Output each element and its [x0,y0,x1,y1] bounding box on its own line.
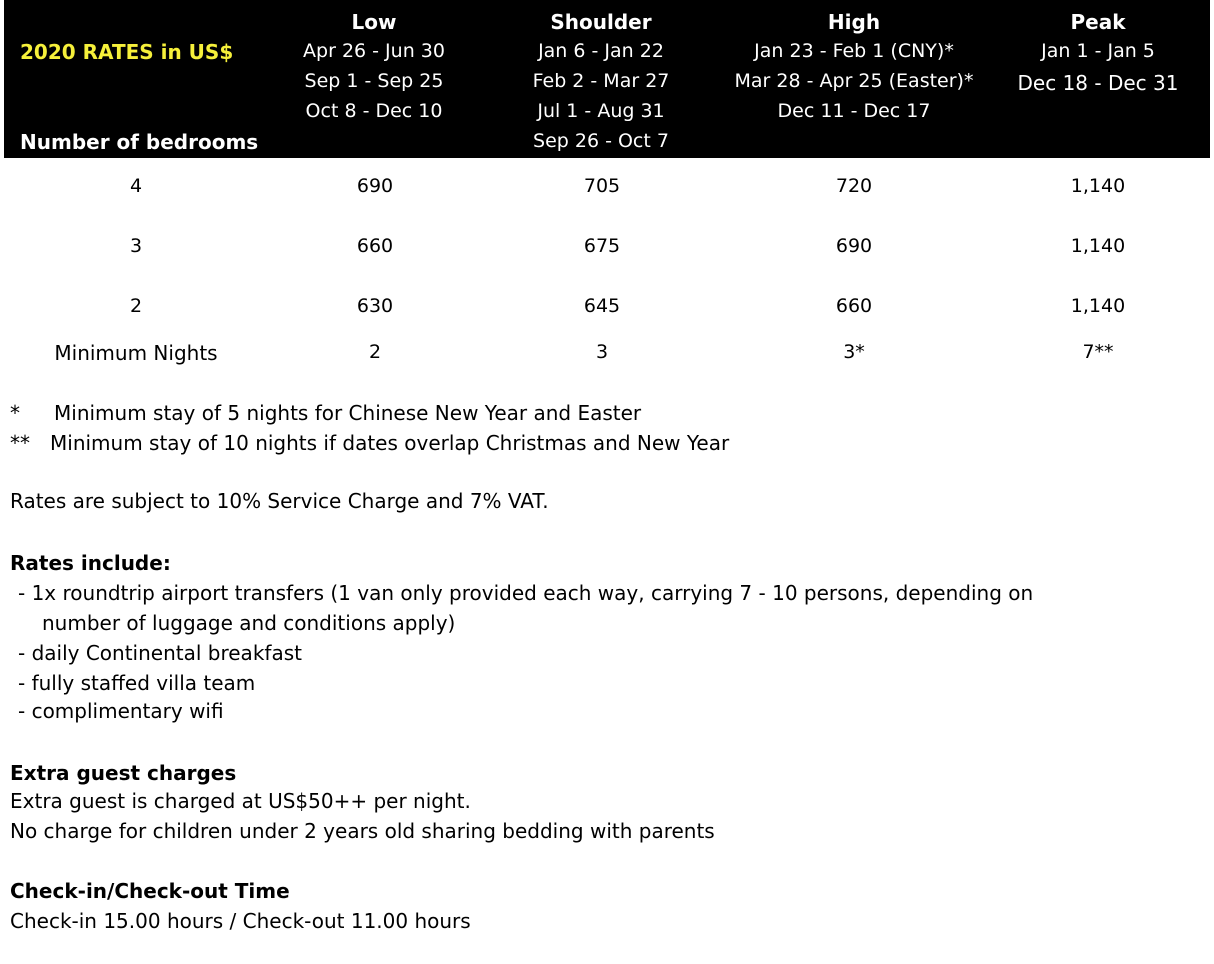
season-date: Jan 6 - Jan 22 [538,40,664,62]
season-name: Shoulder [550,10,652,34]
footnote-double-star [10,431,730,455]
min-nights-cell: 7** [1082,341,1114,363]
rate-cell: 1,140 [1070,235,1126,257]
season-date: Mar 28 - Apr 25 (Easter)* [734,70,974,92]
season-date: Sep 26 - Oct 7 [533,130,669,152]
service-charge-note: Rates are subject to 10% Service Charge and 7% VAT. [10,489,549,513]
rate-cell: 690 [835,235,873,257]
season-name: Peak [1070,10,1126,34]
min-nights-cell: 2 [368,341,382,363]
extra-guest-line: Extra guest is charged at US$50++ per night. [10,789,471,813]
include-item-continued: number of luggage and conditions apply) [42,611,456,635]
include-item: - fully staffed villa team [18,671,256,695]
season-date: Sep 1 - Sep 25 [304,70,444,92]
rate-cell: 1,140 [1070,175,1126,197]
season-name: Low [351,10,397,34]
season-date: Jan 1 - Jan 5 [1041,40,1155,62]
row-bedrooms-label: 4 [129,175,143,197]
rate-cell: 630 [356,295,394,317]
rate-cell: 660 [835,295,873,317]
min-nights-cell: 3* [843,341,865,363]
rate-cell: 675 [583,235,621,257]
season-date: Dec 11 - Dec 17 [777,100,931,122]
checkin-line: Check-in 15.00 hours / Check-out 11.00 hours [10,909,471,933]
season-date: Oct 8 - Dec 10 [305,100,443,122]
season-date: Feb 2 - Mar 27 [532,70,670,92]
season-name: High [827,10,881,34]
rates-include-heading: Rates include: [10,551,171,575]
rate-cell: 1,140 [1070,295,1126,317]
season-date: Jul 1 - Aug 31 [537,100,665,122]
rate-cell: 690 [356,175,394,197]
rates-title: 2020 RATES in US$ [20,40,234,64]
rate-cell: 645 [583,295,621,317]
rates-table-header [4,0,1210,158]
footnote-mark: * [10,401,20,425]
extra-guest-heading: Extra guest charges [10,761,237,785]
include-item: - complimentary wifi [18,699,224,723]
season-date: Apr 26 - Jun 30 [303,40,445,62]
footnote-single-star [10,401,642,425]
row-bedrooms-label: 2 [129,295,143,317]
min-nights-cell: 3 [595,341,609,363]
footnote-mark: ** [10,431,30,455]
season-date: Jan 23 - Feb 1 (CNY)* [754,40,954,62]
rate-cell: 720 [835,175,873,197]
footnote-text: Minimum stay of 10 nights if dates overlap Christmas and New Year [50,431,730,455]
checkin-heading: Check-in/Check-out Time [10,879,290,903]
bedrooms-column-header: Number of bedrooms [20,130,259,154]
row-bedrooms-label: 3 [129,235,143,257]
minimum-nights-label: Minimum Nights [54,341,218,365]
rate-cell: 660 [356,235,394,257]
rate-cell: 705 [583,175,621,197]
season-date: Dec 18 - Dec 31 [1017,71,1179,95]
extra-guest-line: No charge for children under 2 years old sharing bedding with parents [10,819,715,843]
include-item: - daily Continental breakfast [18,641,302,665]
footnote-text: Minimum stay of 5 nights for Chinese New Year and Easter [54,401,642,425]
include-item: - 1x roundtrip airport transfers (1 van only provided each way, carrying 7 - 10 persons, depending on [18,581,1034,605]
